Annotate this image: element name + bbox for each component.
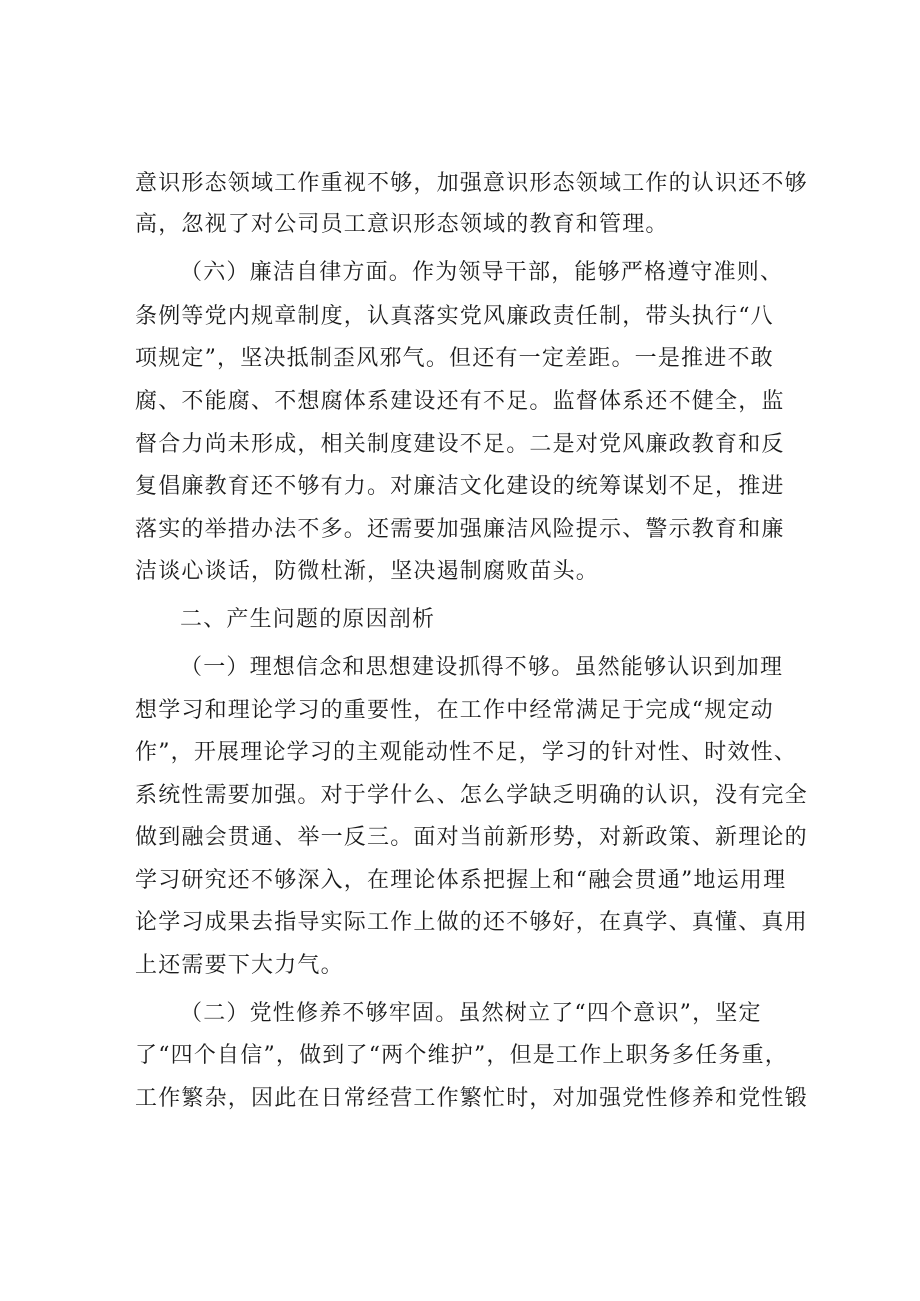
body-text-line: 项规定”，坚决抵制歪风邪气。但还有一定差距。一是推进不敢: [135, 346, 774, 371]
body-text-line: 高，忽视了对公司员工意识形态领域的教育和管理。: [135, 212, 669, 237]
body-text-line: 工作繁杂，因此在日常经营工作繁忙时，对加强党性修养和党性锻: [135, 1086, 808, 1111]
body-text-line: 论学习成果去指导实际工作上做的还不够好，在真学、真懂、真用: [135, 910, 808, 935]
body-text-line: 做到融会贯通、举一反三。面对当前新形势，对新政策、新理论的: [135, 825, 808, 850]
body-text-line: 学习研究还不够深入，在理论体系把握上和“融会贯通”地运用理: [135, 868, 787, 893]
body-text-line: 落实的举措办法不多。还需要加强廉洁风险提示、警示教育和廉: [135, 517, 785, 542]
paragraph-first-line: （一）理想信念和思想建设抓得不够。虽然能够认识到加理: [180, 655, 784, 680]
body-text-line: 意识形态领域工作重视不够，加强意识形态领域工作的认识还不够: [135, 171, 808, 196]
body-text-line: 督合力尚未形成，相关制度建设不足。二是对党风廉政教育和反: [135, 432, 785, 457]
section-heading: 二、产生问题的原因剖析: [180, 607, 436, 632]
body-text-line: 想学习和理论学习的重要性，在工作中经常满足于完成“规定动: [135, 698, 774, 723]
body-text-line: 条例等党内规章制度，认真落实党风廉政责任制，带头执行“八: [135, 304, 774, 329]
body-text-line: 洁谈心谈话，防微杜渐，坚决遏制腐败苗头。: [135, 559, 600, 584]
paragraph-first-line: （二）党性修养不够牢固。虽然树立了“四个意识”，坚定: [180, 1001, 762, 1026]
body-text-line: 复倡廉教育还不够有力。对廉洁文化建设的统筹谋划不足，推进: [135, 474, 785, 499]
body-text-line: 系统性需要加强。对于学什么、怎么学缺乏明确的认识，没有完全: [135, 783, 808, 808]
body-text-line: 了“四个自信”，做到了“两个维护”，但是工作上职务多任务重，: [135, 1043, 788, 1068]
body-text-line: 作”，开展理论学习的主观能动性不足，学习的针对性、时效性、: [135, 740, 798, 765]
body-text-line: 腐、不能腐、不想腐体系建设还有不足。监督体系还不健全，监: [135, 389, 785, 414]
paragraph-first-line: （六）廉洁自律方面。作为领导干部，能够严格遵守准则、: [180, 260, 784, 285]
body-text-line: 上还需要下大力气。: [135, 953, 344, 978]
